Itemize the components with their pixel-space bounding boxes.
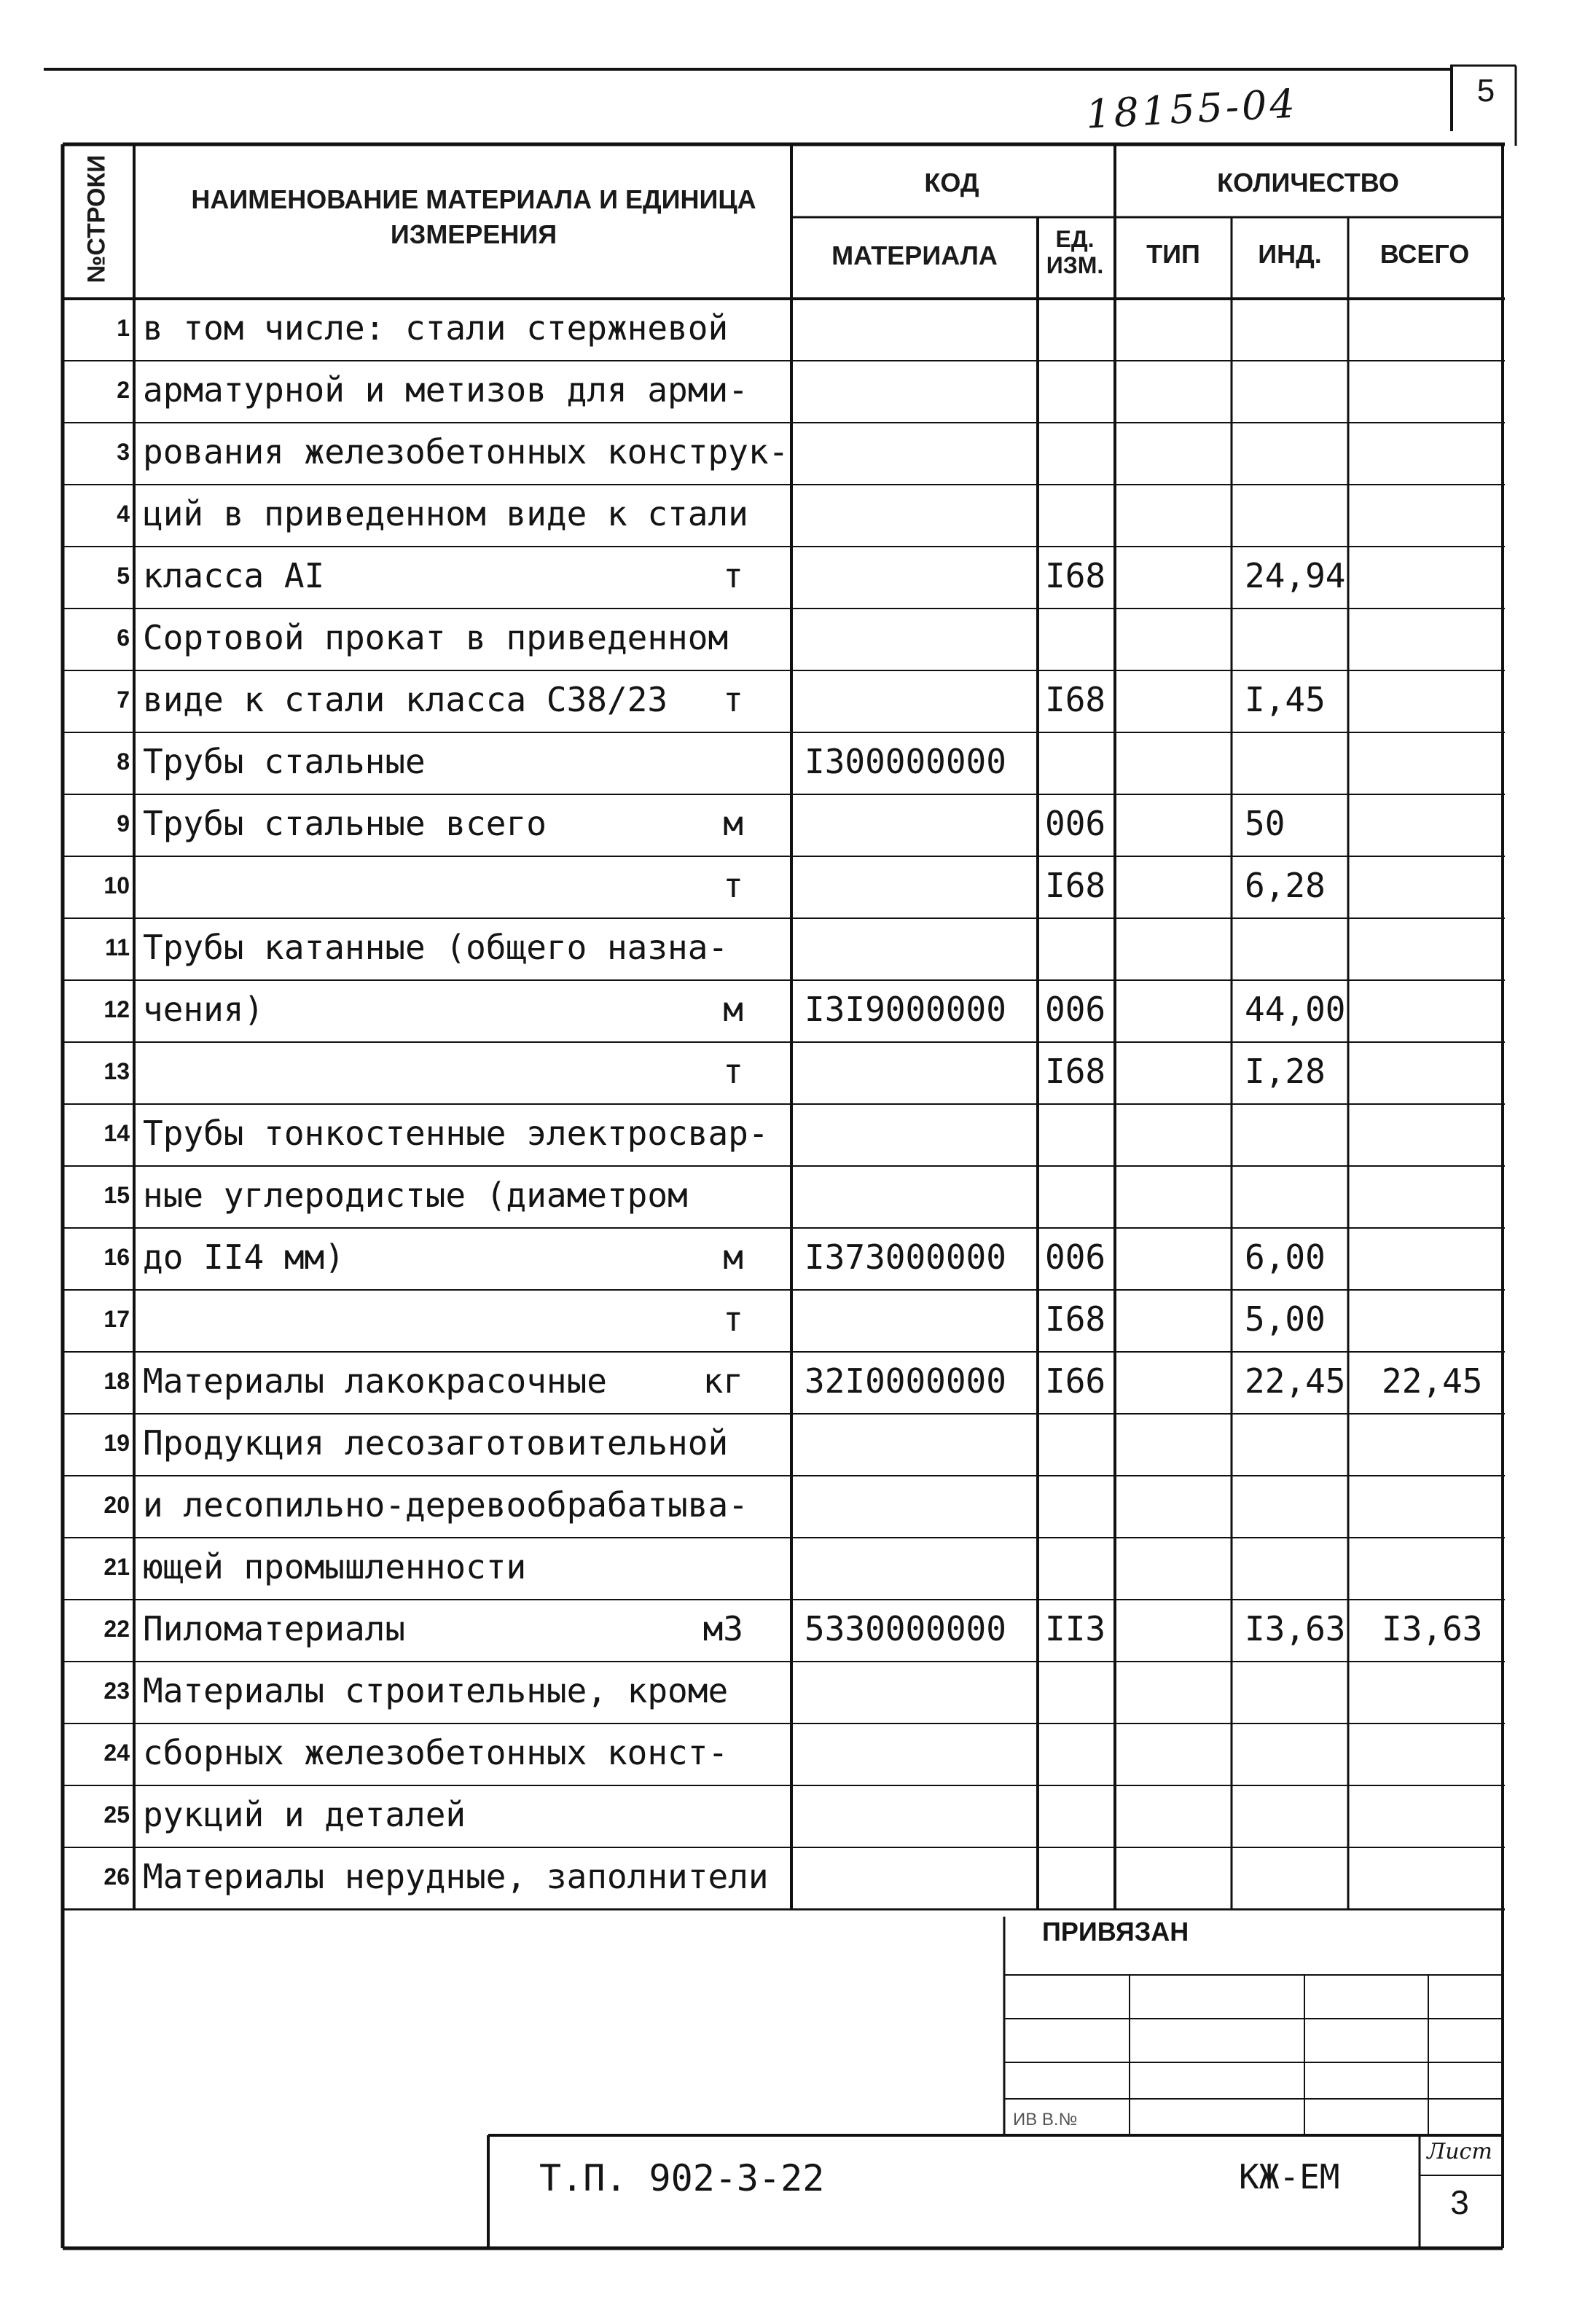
unit-code: 006: [1045, 804, 1106, 843]
unit-abbr: м: [723, 804, 743, 843]
unit-abbr: т: [723, 556, 743, 595]
row-number: 13: [103, 1058, 130, 1084]
individual-value: 22,45: [1245, 1361, 1346, 1401]
unit-code: II3: [1045, 1609, 1106, 1648]
individual-value: I,28: [1245, 1052, 1326, 1091]
unit-code: I68: [1045, 680, 1106, 719]
material-code: 5330000000: [805, 1609, 1006, 1648]
material-name: чения): [143, 990, 265, 1029]
material-name-header: НАИМЕНОВАНИЕ МАТЕРИАЛА И ЕДИНИЦА ИЗМЕРЕНИЯ: [191, 184, 756, 249]
stamp-small-text: ИВ В.№: [1013, 2110, 1078, 2129]
row-number-header-label: №СТРОКИ: [82, 154, 111, 283]
type-header: ТИП: [1146, 239, 1200, 269]
material-name: и лесопильно-деревообрабатыва-: [143, 1485, 748, 1525]
document-number: Т.П. 902-3-22: [539, 2157, 825, 2199]
material-name: рования железобетонных конструк-: [143, 432, 789, 472]
row-number: 11: [105, 934, 130, 960]
unit-abbr: м: [723, 990, 743, 1029]
total-value: I3,63: [1382, 1609, 1483, 1648]
row-number: 21: [103, 1554, 130, 1580]
individual-value: I3,63: [1245, 1609, 1346, 1648]
unit-abbr: кг: [702, 1361, 743, 1401]
document-mark: КЖ-ЕМ: [1239, 2157, 1340, 2196]
unit-code: I66: [1045, 1361, 1106, 1401]
sheet-label: Лист: [1427, 2139, 1492, 2164]
row-number: 17: [103, 1306, 130, 1332]
material-name: Трубы катанные (общего назна-: [143, 928, 729, 967]
unit-code: I68: [1045, 1299, 1106, 1339]
sheet-value: 3: [1450, 2183, 1469, 2221]
material-name: Продукция лесозаготовительной: [143, 1423, 729, 1463]
row-number: 26: [103, 1863, 130, 1890]
row-number: 10: [103, 872, 130, 899]
material-name: Трубы стальные: [143, 742, 426, 781]
material-code-header: МАТЕРИАЛА: [831, 240, 998, 270]
material-name: Материалы нерудные, заполнители: [143, 1857, 769, 1896]
material-name: до II4 мм): [143, 1237, 345, 1277]
handwritten-code: 18155-04: [1084, 80, 1299, 138]
individual-value: 50: [1245, 804, 1285, 843]
sheet-number: 5: [1450, 66, 1519, 131]
material-name: виде к стали класса С38/23: [143, 680, 668, 719]
unit-abbr: т: [723, 866, 743, 905]
bound-label: ПРИВЯЗАН: [1042, 1917, 1189, 1947]
material-name: класса АI: [143, 556, 325, 595]
unit-code: I68: [1045, 1052, 1106, 1091]
total-header: ВСЕГО: [1379, 239, 1470, 269]
individual-value: 5,00: [1245, 1299, 1326, 1339]
row-number: 18: [103, 1368, 130, 1394]
material-code: I373000000: [805, 1237, 1006, 1277]
material-name: ные углеродистые (диаметром: [143, 1175, 688, 1215]
quantity-header: КОЛИЧЕСТВО: [1217, 168, 1399, 197]
row-number: 20: [103, 1492, 130, 1518]
row-number: 25: [103, 1801, 130, 1828]
unit-abbr: м: [723, 1237, 743, 1277]
row-number: 22: [103, 1616, 130, 1642]
row-number: 24: [103, 1740, 130, 1766]
unit-code: 006: [1045, 990, 1106, 1029]
unit-abbr: т: [723, 1052, 743, 1091]
individual-value: 6,28: [1245, 866, 1326, 905]
row-number: 3: [117, 439, 130, 465]
row-number: 23: [103, 1678, 130, 1704]
row-number: 8: [117, 748, 130, 775]
row-number: 14: [103, 1120, 130, 1146]
material-name: Трубы тонкостенные электросвар-: [143, 1114, 769, 1153]
unit-abbr: м3: [702, 1609, 743, 1648]
total-value: 22,45: [1382, 1361, 1483, 1401]
material-code: I300000000: [805, 742, 1006, 781]
row-number: 9: [117, 810, 130, 837]
row-number: 7: [117, 686, 130, 713]
material-name: Сортовой прокат в приведенном: [143, 618, 729, 657]
individual-value: 44,00: [1245, 990, 1346, 1029]
row-number: 15: [103, 1182, 130, 1208]
individual-header: ИНД.: [1258, 239, 1322, 269]
row-number: 6: [117, 625, 130, 651]
individual-value: 24,94: [1245, 556, 1346, 595]
unit-code: I68: [1045, 556, 1106, 595]
material-code: 32I0000000: [805, 1361, 1006, 1401]
row-number: 1: [117, 315, 130, 341]
row-number: 16: [103, 1244, 130, 1270]
row-number-header: [63, 146, 131, 292]
unit-abbr: т: [723, 680, 743, 719]
material-name: арматурной и метизов для арми-: [143, 370, 748, 410]
row-number: 19: [103, 1430, 130, 1456]
unit-code: 006: [1045, 1237, 1106, 1277]
material-name: рукций и деталей: [143, 1795, 466, 1834]
unit-abbr: т: [723, 1299, 743, 1339]
material-name: Пиломатериалы: [143, 1609, 406, 1648]
material-code: I3I9000000: [805, 990, 1006, 1029]
material-name: ющей промышленности: [143, 1547, 527, 1586]
material-name: Материалы строительные, кроме: [143, 1671, 729, 1710]
material-name: в том числе: стали стержневой: [143, 308, 729, 348]
unit-code: I68: [1045, 866, 1106, 905]
row-number: 4: [117, 501, 130, 527]
row-number: 5: [117, 563, 130, 589]
row-number: 12: [103, 996, 130, 1022]
material-name: Трубы стальные всего: [143, 804, 547, 843]
unit-code-header: ЕД. ИЗМ.: [1046, 226, 1104, 278]
code-header: КОД: [924, 168, 979, 197]
material-name: Материалы лакокрасочные: [143, 1361, 607, 1401]
row-number: 2: [117, 377, 130, 403]
individual-value: 6,00: [1245, 1237, 1326, 1277]
material-name: ций в приведенном виде к стали: [143, 494, 748, 533]
individual-value: I,45: [1245, 680, 1326, 719]
material-name: сборных железобетонных конст-: [143, 1733, 729, 1772]
